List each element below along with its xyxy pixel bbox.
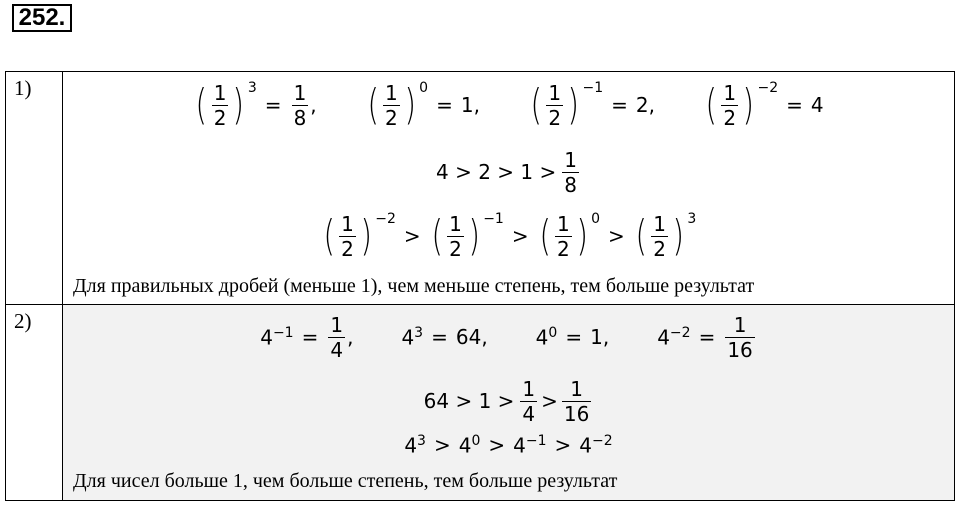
numerator: 1 <box>570 376 583 401</box>
comparison-chain: 64 > 1 > <box>423 389 515 413</box>
denominator: 2 <box>653 236 666 261</box>
power-expression: ( $\frac{1}{2}$ ) −1 <box>530 80 604 130</box>
result-fraction <box>520 377 537 426</box>
row-label: 1) <box>6 72 63 305</box>
denominator: 8 <box>564 172 577 197</box>
powers-of-half-line: ( $\frac{1}{2}$ ) 3 = $\frac{1}{8}$ , ( $\frac{1}{2}$ ) 0 = 1 , ( $\frac{1}{2}$ ) −1 = 2 , ( $\frac{1}{2}$ ) −2 = 4 <box>63 76 954 134</box>
problem-number: 252. <box>12 4 72 32</box>
power-expression: $4^{-1}$ <box>260 324 294 350</box>
comparison-chain: 4 > 2 > 1 > <box>436 160 557 184</box>
power-expression: ( $\frac{1}{2}$ ) 0 <box>367 80 429 130</box>
denominator: 16 <box>563 401 590 426</box>
result-fraction <box>562 148 579 197</box>
denominator: 16 <box>727 337 753 362</box>
numerator: 1 <box>548 80 562 105</box>
row-content <box>63 72 955 305</box>
denominator: 2 <box>385 105 398 130</box>
value-comparison-line: 64 > 1 > $\frac{1}{4}$ > $\frac{1}{16}$ <box>423 376 590 426</box>
denominator: 4 <box>522 401 536 426</box>
denominator: 2 <box>548 105 562 130</box>
row-label: 2) <box>6 305 63 501</box>
denominator: 2 <box>341 236 354 261</box>
power-comparison-line: ( $\frac{1}{2}$ ) −2 > ( $\frac{1}{2}$ ) −1 > ( $\frac{1}{2}$ ) 0 > ( $\frac{1}{2}$ ) 3 <box>63 205 954 267</box>
exponent: −1 <box>582 80 604 96</box>
exponent: −1 <box>483 211 504 227</box>
exponent: −2 <box>757 80 779 96</box>
result-value: 2 <box>635 93 649 117</box>
power-expression: ( $\frac{1}{2}$ ) 0 <box>539 211 601 261</box>
result-fraction <box>562 377 591 426</box>
power-expression: $4^{-1}$ <box>513 432 547 458</box>
denominator: 8 <box>293 105 307 130</box>
numerator: 1 <box>733 312 747 337</box>
numerator: 1 <box>449 211 462 236</box>
power-expression: $4^3$ <box>404 432 426 458</box>
row-content <box>63 305 955 501</box>
numerator: 1 <box>385 80 398 105</box>
power-expression: ( $\frac{1}{2}$ ) −2 <box>705 80 779 130</box>
exponent: 0 <box>591 211 601 227</box>
conclusion-text: Для правильных дробей (меньше 1), чем меньше степень, тем больше результат <box>73 275 755 297</box>
denominator: 2 <box>449 236 462 261</box>
numerator: 1 <box>564 147 577 172</box>
power-expression: $4^0$ <box>458 432 481 458</box>
result-value: 4 <box>810 93 824 117</box>
conclusion-text: Для чисел больше 1, чем больше степень, тем больше результат <box>73 470 618 492</box>
value-comparison-line <box>63 144 954 200</box>
result-value: 1 <box>460 93 474 117</box>
numerator: 1 <box>556 211 570 236</box>
table-row <box>6 72 955 305</box>
power-expression: ( $\frac{1}{2}$ ) 3 <box>635 211 697 261</box>
result-value: 64 <box>455 325 482 349</box>
power-expression: $4^3$ <box>401 324 424 350</box>
numerator: 1 <box>213 80 227 105</box>
denominator: 2 <box>556 236 570 261</box>
power-comparison-line: $4^3$ > $4^0$ > $4^{-1}$ > $4^{-2}$ <box>404 432 613 458</box>
result-fraction <box>328 313 345 362</box>
exponent: −2 <box>375 211 396 227</box>
exponent: 3 <box>687 211 697 227</box>
table-row <box>6 305 955 501</box>
power-expression: ( $\frac{1}{2}$ ) −1 <box>431 211 504 261</box>
solution-table <box>5 71 955 501</box>
denominator: 4 <box>330 337 344 362</box>
numerator: 1 <box>330 312 344 337</box>
powers-of-four-line: $4^{-1}$ = $\frac{1}{4}$ , $4^3$ = 64 , $4^0$ = 1 , $4^{-2}$ = $\frac{1}{16}$ <box>260 312 753 362</box>
exponent: 3 <box>247 80 257 96</box>
power-expression: $4^{-2}$ <box>579 432 613 458</box>
exponent: 0 <box>419 80 429 96</box>
power-expression: ( $\frac{1}{2}$ ) 3 <box>195 80 257 130</box>
numerator: 1 <box>341 211 354 236</box>
result-fraction <box>292 81 309 130</box>
numerator: 1 <box>653 211 666 236</box>
power-expression: $4^{-2}$ <box>657 324 691 350</box>
numerator: 1 <box>522 376 536 401</box>
power-expression: $4^0$ <box>535 324 558 350</box>
numerator: 1 <box>723 80 737 105</box>
power-expression: ( $\frac{1}{2}$ ) −2 <box>323 211 396 261</box>
denominator: 2 <box>213 105 227 130</box>
result-fraction <box>725 313 754 362</box>
result-value: 1 <box>590 325 603 349</box>
numerator: 1 <box>293 80 307 105</box>
denominator: 2 <box>723 105 737 130</box>
